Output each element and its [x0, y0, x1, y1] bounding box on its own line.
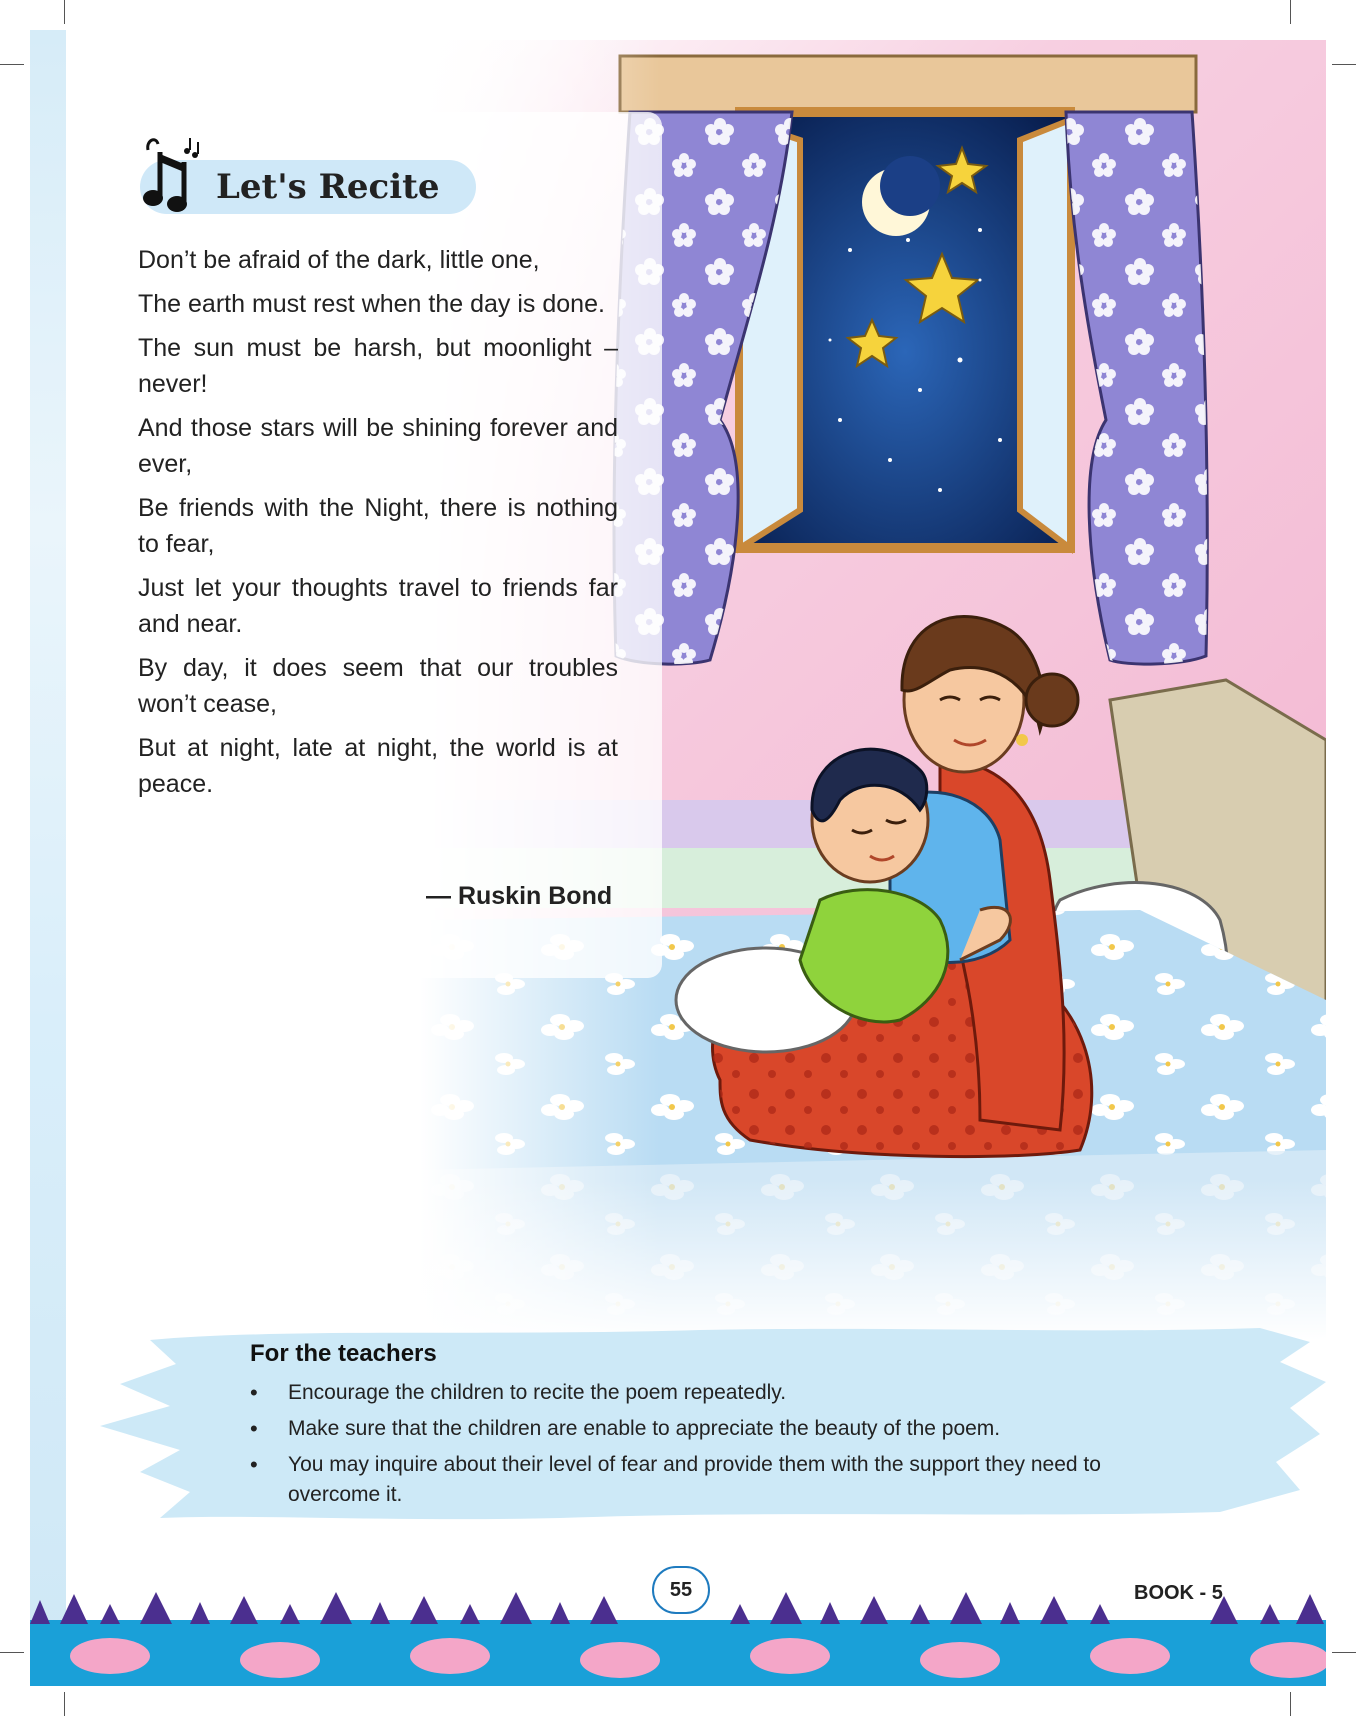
list-item: • Make sure that the children are enable to appreciate the beauty of the poem.	[250, 1414, 1130, 1444]
section-title: Let's Recite	[216, 167, 440, 207]
crop-mark	[1332, 64, 1356, 65]
poem-line: Don’t be afraid of the dark, little one,	[138, 246, 540, 274]
crop-mark	[1332, 1652, 1356, 1653]
poem-line: By day, it does seem that our troubles won’t cease,	[138, 654, 618, 718]
crop-mark	[64, 0, 65, 24]
music-note-icon	[140, 132, 210, 216]
poem-line: But at night, late at night, the world is at peace.	[138, 734, 618, 798]
poem-author: — Ruskin Bond	[426, 882, 613, 910]
teacher-note-list	[250, 1378, 1130, 1516]
crop-mark	[0, 64, 24, 65]
teacher-note-heading: For the teachers	[250, 1340, 437, 1367]
poem-line: The sun must be harsh, but moonlight – never!	[138, 334, 618, 398]
crop-mark	[1290, 0, 1291, 24]
poem-line: Be friends with the Night, there is nothing to fear,	[138, 494, 618, 558]
crop-mark	[1290, 1692, 1291, 1716]
poem-line: The earth must rest when the day is done.	[138, 290, 605, 318]
crop-mark	[64, 1692, 65, 1716]
poem-line: Just let your thoughts travel to friends far and near.	[138, 574, 618, 638]
list-item: • You may inquire about their level of fear and provide them with the support they need to overcome it.	[250, 1450, 1130, 1510]
poem-line: And those stars will be shining forever and ever,	[138, 414, 618, 478]
left-margin-strip	[30, 30, 66, 1686]
page-number: 55	[652, 1566, 710, 1614]
crop-mark	[0, 1652, 24, 1653]
list-item: • Encourage the children to recite the poem repeatedly.	[250, 1378, 1130, 1408]
book-label: BOOK - 5	[1134, 1582, 1223, 1604]
poem-text	[138, 242, 618, 810]
